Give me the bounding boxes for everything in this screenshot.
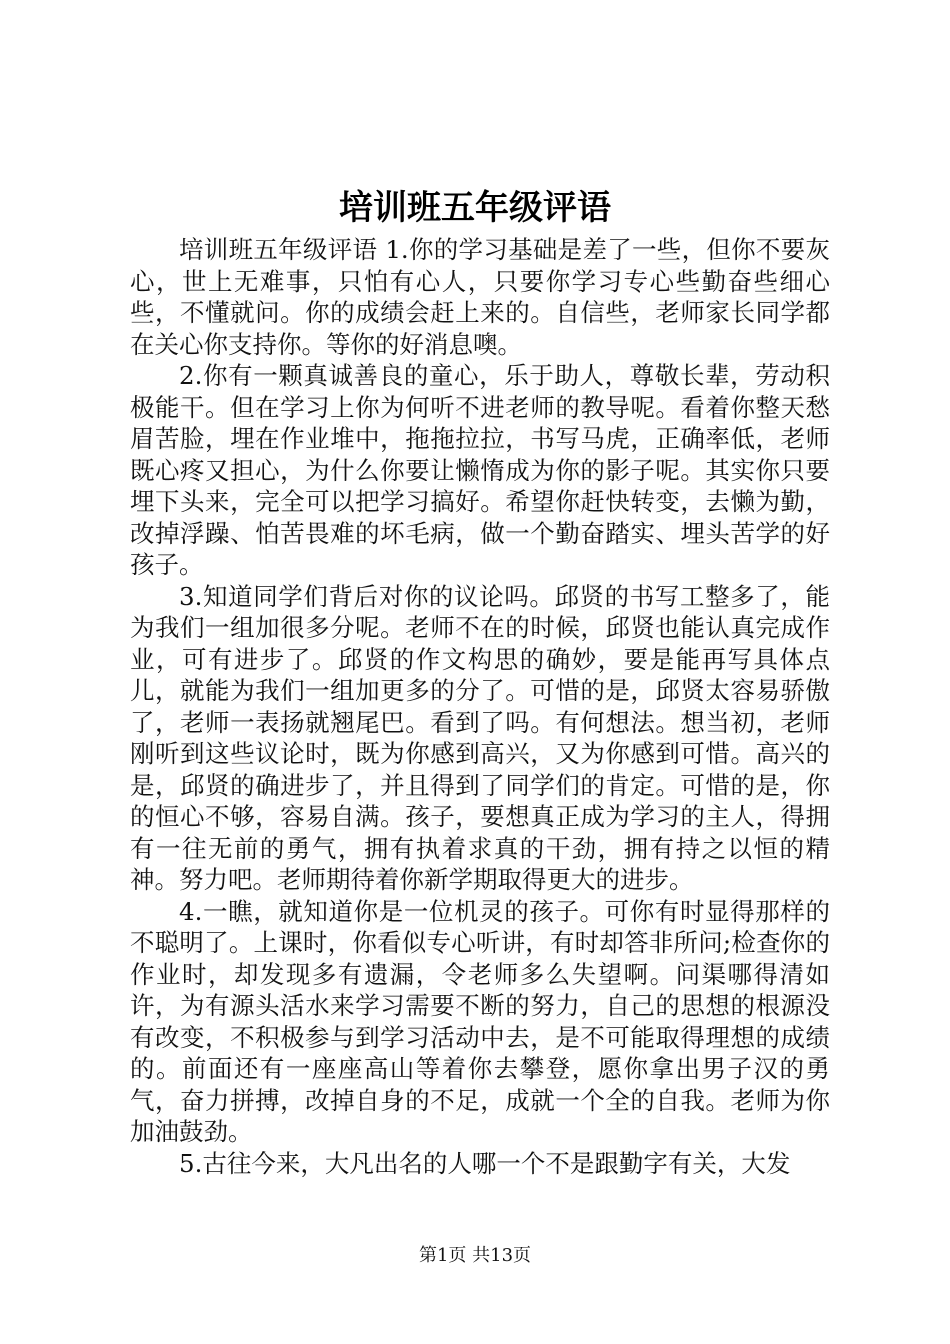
document-title: 培训班五年级评语 [339,188,611,228]
document-body [130,234,830,1179]
page-footer: 第1页 共13页 [418,1245,532,1266]
paragraph-1: 培训班五年级评语 1.你的学习基础是差了一些，但你不要灰心，世上无难事，只怕有心人，只要你学习专心些勤奋些细心些，不懂就问。你的成绩会赶上来的。自信些，老师家长同学都在关心你支持你。等你的好消息噢。 [130,235,830,359]
paragraph-5: 5.古往今来，大凡出名的人哪一个不是跟勤字有关，大发 [179,1148,791,1178]
paragraph-3: 3.知道同学们背后对你的议论吗。邱贤的书写工整多了，能为我们一组加很多分呢。老师不在的时候，邱贤也能认真完成作业，可有进步了。邱贤的作文构思的确妙，要是能再写具体点儿，就能为我们一组加更多的分了。可惜的是，邱贤太容易骄傲了，老师一表扬就翘尾巴。看到了吗。有何想法。想当初，老师刚听到这些议论时，既为你感到高兴，又为你感到可惜。高兴的是，邱贤的确进步了，并且得到了同学们的肯定。可惜的是，你的恒心不够，容易自满。孩子，要想真正成为学习的主人，得拥有一往无前的勇气，拥有执着求真的干劲，拥有持之以恒的精神。努力吧。老师期待着你新学期取得更大的进步。 [130,581,830,894]
paragraph-4: 4.一瞧，就知道你是一位机灵的孩子。可你有时显得那样的不聪明了。上课时，你看似专心听讲，有时却答非所问;检查你的作业时，却发现多有遗漏，令老师多么失望啊。问渠哪得清如许，为有源头活水来学习需要不断的努力，自己的思想的根源没有改变，不积极参与到学习活动中去，是不可能取得理想的成绩的。前面还有一座座高山等着你去攀登，愿你拿出男子汉的勇气，奋力拼搏，改掉自身的不足，成就一个全的自我。老师为你加油鼓劲。 [130,896,830,1146]
paragraph-2: 2.你有一颗真诚善良的童心，乐于助人，尊敬长辈，劳动积极能干。但在学习上你为何听不进老师的教导呢。看着你整天愁眉苦脸，埋在作业堆中，拖拖拉拉，书写马虎，正确率低，老师既心疼又担心，为什么你要让懒惰成为你的影子呢。其实你只要埋下头来，完全可以把学习搞好。希望你赶快转变，去懒为勤，改掉浮躁、怕苦畏难的坏毛病，做一个勤奋踏实、埋头苦学的好孩子。 [130,361,830,579]
